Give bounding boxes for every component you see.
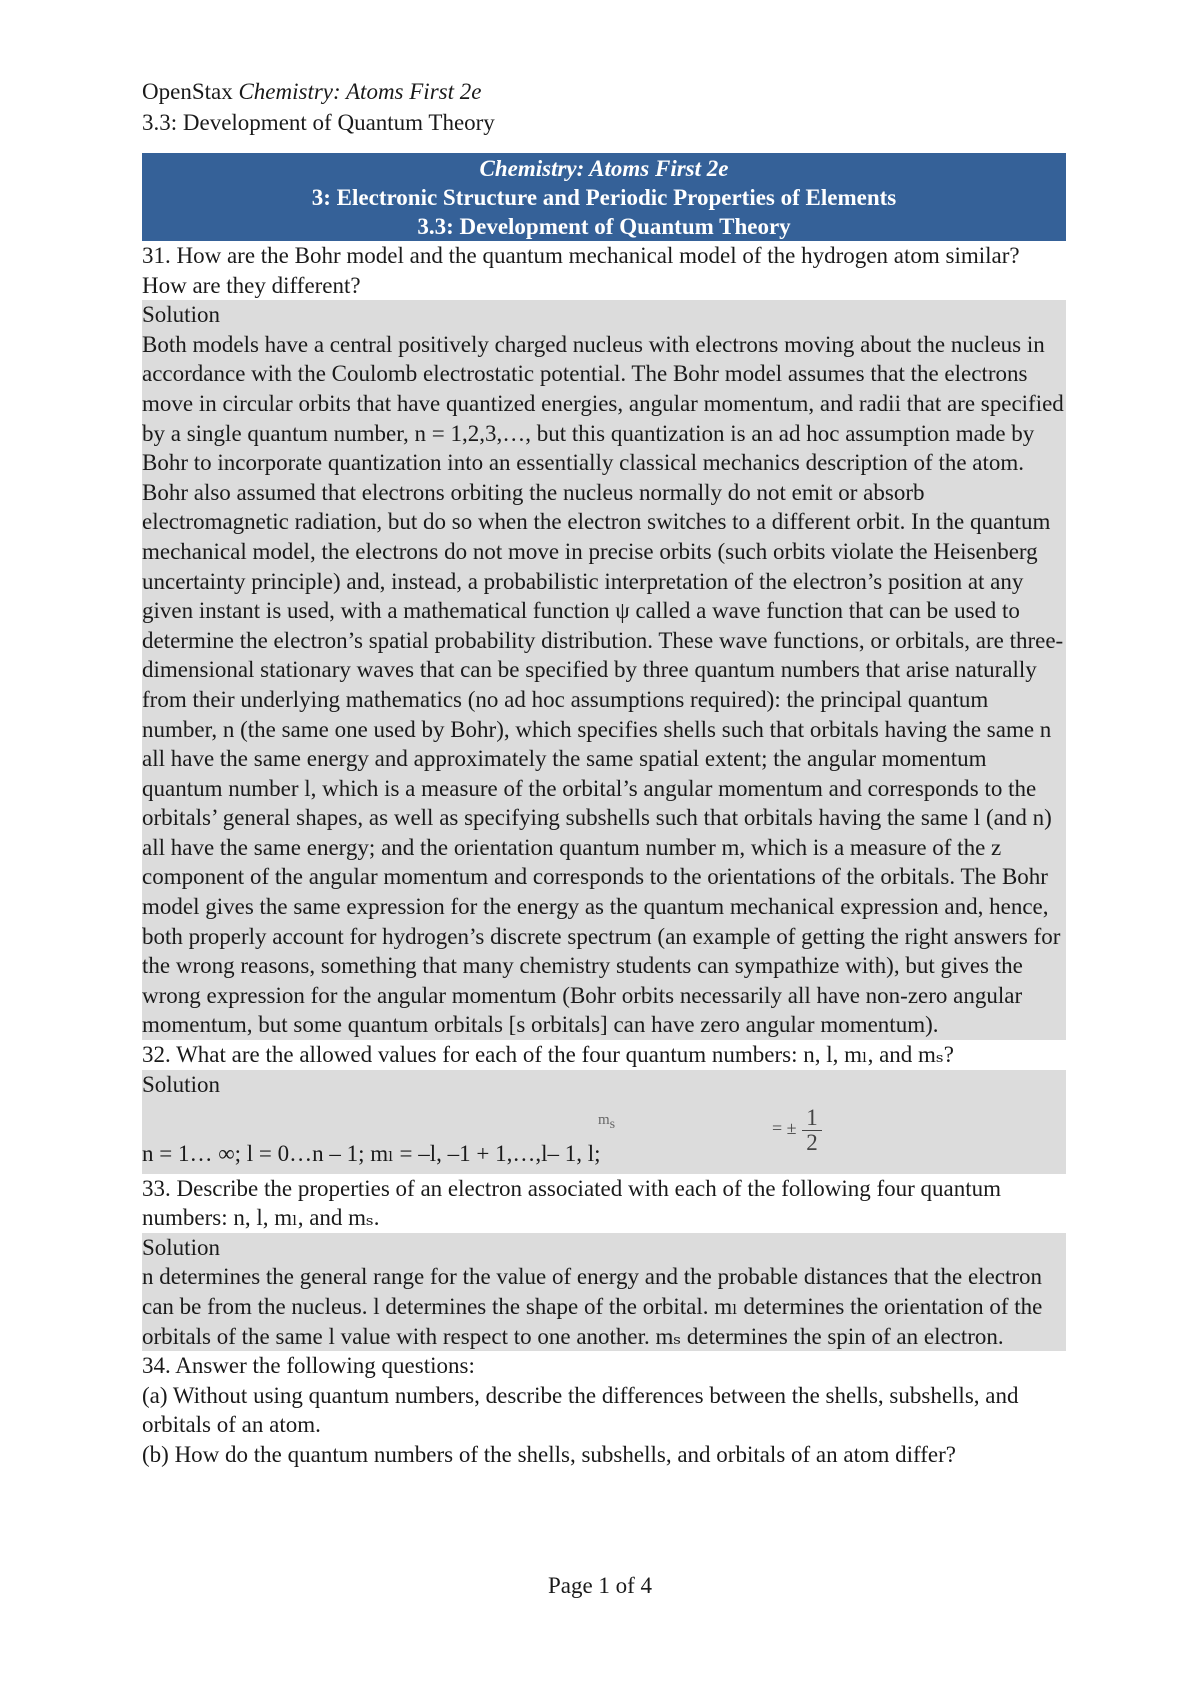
- solution-31-text: Both models have a central positively charged nucleus with electrons moving about the nucleus in accordance with the Coulomb electrostatic potential. The Bohr model assumes that the electrons move in circular orbits that have quantized energies, angular momentum, and radii that are specified by a single quantum number, n = 1,2,3,…, but this quantization is an ad hoc assumption made by Bohr to incorporate quantization into an essentially classical mechanics description of the atom. Bohr also assumed that electrons orbiting the nucleus normally do not emit or absorb electromagnetic radiation, but do so when the electron switches to a different orbit. In the quantum mechanical model, the electrons do not move in precise orbits (such orbits violate the Heisenberg uncertainty principle) and, instead, a probabilistic interpretation of the electron’s position at any given instant is used, with a mathematical function ψ called a wave function that can be used to determine the electron’s spatial probability distribution. These wave functions, or orbitals, are three-dimensional stationary waves that can be specified by three quantum numbers that arise naturally from their underlying mathematics (no ad hoc assumptions required): the principal quantum number, n (the same one used by Bohr), which specifies shells such that orbitals having the same n all have the same energy and approximately the same spatial extent; the angular momentum quantum number l, which is a measure of the orbital’s angular momentum and corresponds to the orbitals’ general shapes, as well as specifying subshells such that orbitals having the same l (and n) all have the same energy; and the orientation quantum number m, which is a measure of the z component of the angular momentum and corresponds to the orientations of the orbitals. The Bohr model gives the same expression for the energy as the quantum mechanical expression and, hence, both properly account for hydrogen’s discrete spectrum (an example of getting the right answers for the wrong reasons, something that many chemistry students can sympathize with), but gives the wrong expression for the angular momentum (Bohr orbits necessarily all have non-zero angular momentum, but some quantum orbitals [s orbitals] can have zero angular momentum).: [142, 331, 1064, 1038]
- solution-label: Solution: [142, 1071, 220, 1097]
- question-34-part-a: (a) Without using quantum numbers, describe the differences between the shells, subshells, and orbitals of an atom.: [142, 1382, 1019, 1438]
- questions: [142, 241, 1066, 1470]
- banner-chapter: 3: Electronic Structure and Periodic Properties of Elements: [311, 185, 897, 210]
- header-book-line: [142, 76, 1066, 107]
- solution-32: [142, 1070, 1066, 1174]
- question-32: 32. What are the allowed values for each of the four quantum numbers: n, l, mₗ, and mₛ?: [142, 1042, 954, 1068]
- solution-31: [142, 300, 1066, 1040]
- solution-33: [142, 1233, 1066, 1351]
- header-book-title: Chemistry: Atoms First 2e: [238, 79, 482, 104]
- solution-32-equation: n = 1… ∞; l = 0…n – 1; mₗ = –l, –1 + 1,…,l– 1, l;: [142, 1140, 601, 1166]
- solution-label: Solution: [142, 1234, 220, 1260]
- question-34-part-b: (b) How do the quantum numbers of the shells, subshells, and orbitals of an atom differ?: [142, 1441, 956, 1467]
- question-31: 31. How are the Bohr model and the quantum mechanical model of the hydrogen atom similar? How are they different?: [142, 243, 1020, 298]
- header-section: 3.3: Development of Quantum Theory: [142, 110, 495, 135]
- header-publisher: OpenStax: [142, 79, 233, 104]
- question-34: 34. Answer the following questions:: [142, 1353, 475, 1379]
- banner-book-title: Chemistry: Atoms First 2e: [479, 156, 729, 181]
- solution-33-text: n determines the general range for the value of energy and the probable distances that the electron can be from the nucleus. l determines the shape of the orbital. mₗ determines the orientation of the orbitals of the same l value with respect to one another. mₛ determines the spin of an electron.: [142, 1264, 1043, 1349]
- ms-equals: = ±: [772, 1117, 797, 1138]
- document-header: [142, 76, 1066, 138]
- page-number: Page 1 of 4: [547, 1573, 653, 1598]
- fraction-denominator: 2: [806, 1129, 818, 1155]
- ms-symbol: $m_s$: [598, 1111, 616, 1132]
- solution-label: Solution: [142, 302, 220, 328]
- question-33: 33. Describe the properties of an electron associated with each of the following four quantum numbers: n, l, mₗ, and mₛ.: [142, 1175, 1002, 1231]
- ms-fraction: [802, 1106, 822, 1155]
- fraction-numerator: 1: [802, 1106, 822, 1131]
- banner-section: 3.3: Development of Quantum Theory: [417, 214, 791, 239]
- document-page: [142, 76, 1066, 1470]
- title-banner: [142, 153, 1066, 241]
